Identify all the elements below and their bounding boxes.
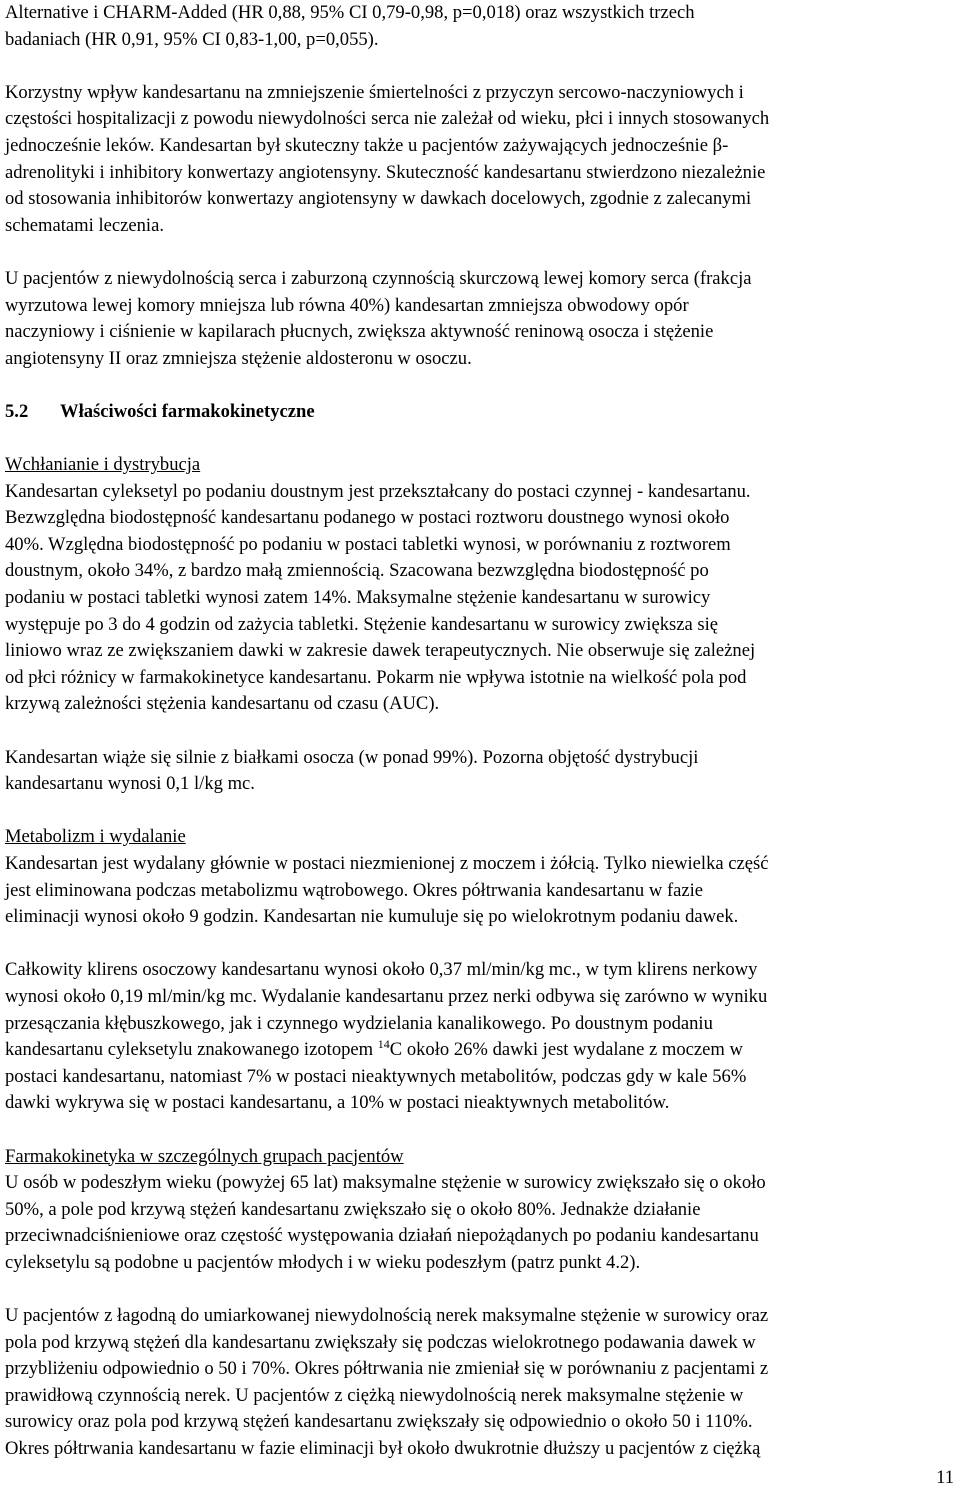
text-line: prawidłową czynnością nerek. U pacjentów z ciężką niewydolnością nerek maksymalne stężenie w (5, 1384, 744, 1406)
text-line: krzywą zależności stężenia kandesartanu od czasu (AUC). (5, 693, 440, 715)
text-line: 50%, a pole pod krzywą stężeń kandesartanu zwiększało się o około 80%. Jednakże działanie (5, 1198, 701, 1220)
text-line: przybliżeniu odpowiednio o 50 i 70%. Okres półtrwania nie zmieniał się w porównaniu z pacjentami z (5, 1358, 769, 1380)
text-line: Kandesartan jest wydalany głównie w postaci niezmienionej z moczem i żółcią. Tylko niewielka część (5, 853, 769, 874)
text-line: surowicy oraz pola pod krzywą stężeń kandesartanu zwiększały się odpowiednio o około 50 i 110%. (5, 1411, 753, 1433)
paragraph-renal-impairment (5, 1303, 955, 1463)
paragraph-protein-binding (5, 745, 955, 798)
text-line: przeciwnadciśnieniowe oraz częstość występowania działań niepożądanych po podaniu kandesartanu (5, 1225, 759, 1247)
subheading-metabolism: Metabolizm i wydalanie (5, 826, 186, 848)
page-number: 11 (936, 1467, 954, 1488)
text-line: Korzystny wpływ kandesartanu na zmniejszenie śmiertelności z przyczyn sercowo-naczyniowych i (5, 81, 744, 103)
text-line: pola pod krzywą stężeń dla kandesartanu zwiększały się podczas wielokrotnego podawania dawek w (5, 1331, 756, 1353)
subheading-absorption: Wchłanianie i dystrybucja (5, 454, 201, 476)
text-line: podaniu w postaci tabletki wynosi zatem 14%. Maksymalne stężenie kandesartanu w surowicy (5, 587, 711, 609)
text-line: U osób w podeszłym wieku (powyżej 65 lat) maksymalne stężenie w surowicy zwiększało się o około (5, 1172, 766, 1194)
subheading-special-groups: Farmakokinetyka w szczególnych grupach pacjentów (5, 1145, 404, 1167)
paragraph-elderly (5, 1170, 955, 1276)
paragraph-beneficial-effect (5, 80, 955, 240)
text-line: U pacjentów z niewydolnością serca i zaburzoną czynnością skurczową lewej komory serca (frakcja (5, 267, 752, 289)
paragraph-hemodynamics (5, 266, 955, 372)
text-line: naczyniowy i ciśnienie w kapilarach płucnych, zwiększa aktywność reninową osocza i stężenie (5, 321, 714, 343)
text-line: dawki wykrywa się w postaci kandesartanu, a 10% w postaci nieaktywnych metabolitów. (5, 1092, 670, 1114)
paragraph-absorption (5, 479, 955, 718)
text-line: wyrzutowa lewej komory mniejsza lub równa 40%) kandesartan zmniejsza obwodowy opór (5, 294, 689, 316)
text-line: Okres półtrwania kandesartanu w fazie eliminacji był około dwukrotnie dłuższy u pacjentów z ciężką (5, 1438, 761, 1460)
paragraph-metabolism (5, 851, 955, 931)
text-line: kandesartanu wynosi 0,1 l/kg mc. (5, 773, 255, 795)
text-line: od stosowania inhibitorów konwertazy angiotensyny w dawkach docelowych, zgodnie z zalecanymi (5, 188, 752, 210)
text-line: przesączania kłębuszkowego, jak i czynnego wydzielania kanalikowego. Po doustnym podaniu (5, 1012, 713, 1034)
text-line: doustnym, około 34%, z bardzo małą zmiennością. Szacowana bezwzględna biodostępność po (5, 560, 709, 582)
text-line: jednocześnie leków. Kandesartan był skuteczny także u pacjentów zażywających jednocześnie β- (5, 134, 729, 156)
text-line-isotope (5, 1037, 955, 1064)
text-line: Kandesartan wiąże się silnie z białkami osocza (w ponad 99%). Pozorna objętość dystrybucji (5, 746, 699, 768)
document-page (5, 0, 955, 1463)
text-line: cyleksetylu są podobne u pacjentów młodych i w wieku podeszłym (patrz punkt 4.2). (5, 1251, 641, 1273)
paragraph-clearance (5, 957, 955, 1117)
text-line: Kandesartan cyleksetyl po podaniu doustnym jest przekształcany do postaci czynnej - kandesartanu. (5, 480, 751, 502)
text-line: Całkowity klirens osoczowy kandesartanu wynosi około 0,37 ml/min/kg mc., w tym klirens nerkowy (5, 959, 758, 981)
text-line: wynosi około 0,19 ml/min/kg mc. Wydalanie kandesartanu przez nerki odbywa się zarówno w wyniku (5, 985, 768, 1007)
text-line: angiotensyny II oraz zmniejsza stężenie aldosteronu w osoczu. (5, 347, 472, 369)
text-line: jest eliminowana podczas metabolizmu wątrobowego. Okres półtrwania kandesartanu w fazie (5, 879, 704, 901)
section-title: Właściwości farmakokinetyczne (60, 400, 315, 422)
text-line: 40%. Względna biodostępność po podaniu w postaci tabletki wynosi, w porównaniu z roztworem (5, 533, 731, 555)
text-line: Alternative i CHARM-Added (HR 0,88, 95% CI 0,79-0,98, p=0,018) oraz wszystkich trzech (5, 2, 695, 23)
text-line: U pacjentów z łagodną do umiarkowanej niewydolnością nerek maksymalne stężenie w surowicy oraz (5, 1305, 769, 1327)
section-heading (5, 399, 955, 426)
text-line: liniowo wraz ze zwiększaniem dawki w zakresie dawek terapeutycznych. Nie obserwuje się zależnej (5, 640, 756, 662)
text-line: adrenolityki i inhibitory konwertazy angiotensyny. Skuteczność kandesartanu stwierdzono niezależnie (5, 161, 766, 183)
text-line: badaniach (HR 0,91, 95% CI 0,83-1,00, p=0,055). (5, 28, 379, 50)
text-line: Bezwzględna biodostępność kandesartanu podanego w postaci roztworu doustnego wynosi około (5, 507, 730, 529)
text-fragment: kandesartanu cyleksetylu znakowanego izotopem (5, 1039, 378, 1061)
text-line: częstości hospitalizacji z powodu niewydolności serca nie zależał od wieku, płci i innych stosowanych (5, 108, 770, 130)
text-fragment: C około 26% dawki jest wydalane z moczem w (389, 1039, 743, 1061)
text-line: występuje po 3 do 4 godzin od zażycia tabletki. Stężenie kandesartanu w surowicy zwiększa się (5, 613, 719, 635)
text-line: schematami leczenia. (5, 214, 164, 236)
paragraph-charm-results (5, 0, 955, 53)
isotope-superscript: 14 (377, 1037, 390, 1052)
section-number: 5.2 (5, 400, 29, 422)
text-line: od płci różnicy w farmakokinetyce kandesartanu. Pokarm nie wpływa istotnie na wielkość pola pod (5, 666, 747, 688)
text-line: postaci kandesartanu, natomiast 7% w postaci nieaktywnych metabolitów, podczas gdy w kale 56% (5, 1065, 747, 1087)
text-line: eliminacji wynosi około 9 godzin. Kandesartan nie kumuluje się po wielokrotnym podaniu dawek. (5, 906, 739, 928)
